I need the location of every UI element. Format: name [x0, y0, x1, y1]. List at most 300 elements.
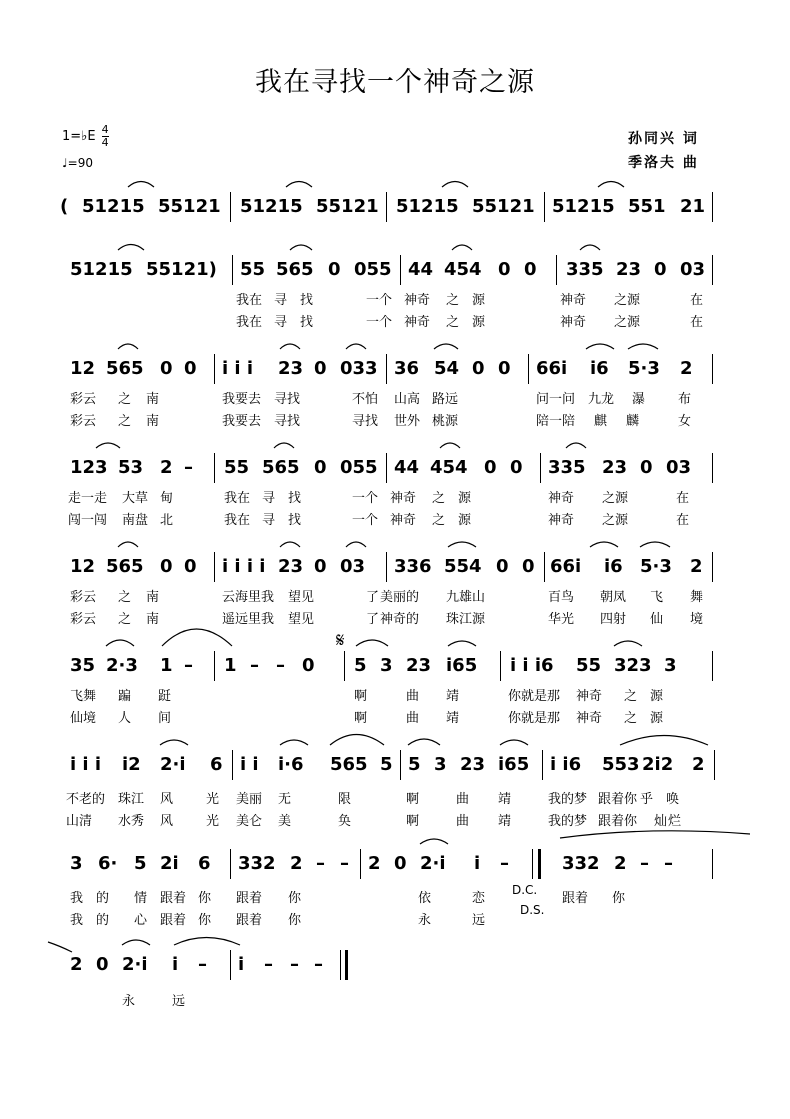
slur [408, 739, 440, 745]
lyric: 我的梦 [548, 814, 588, 829]
lyric: 九雄山 [446, 590, 486, 605]
slur [640, 542, 670, 547]
lyric: 源 [650, 689, 664, 704]
lyric: 一个 [366, 315, 393, 330]
barline [230, 849, 231, 879]
lyric: 神奇 [576, 689, 603, 704]
note-group: 055 [354, 259, 392, 280]
lyric: 间 [158, 711, 172, 726]
slur [440, 443, 460, 448]
note-group: 0 [654, 259, 667, 280]
note-group: – [640, 853, 649, 874]
lyric: 之 [432, 513, 446, 528]
note-group: – [250, 655, 259, 676]
lyric: 寻 [262, 513, 276, 528]
note-group: 35 [70, 655, 96, 676]
lyric: 永 [418, 913, 432, 928]
lyric: 美 [278, 814, 292, 829]
slur [174, 938, 240, 946]
key-signature [62, 124, 109, 149]
slur [118, 245, 144, 251]
note-group: – [290, 954, 299, 975]
note-group: 55 [224, 457, 250, 478]
lyrics-verse-2 [0, 509, 790, 529]
slur [500, 740, 528, 745]
note-group: i6 [604, 556, 623, 577]
lyric: 我要去 [222, 414, 262, 429]
barline [544, 192, 545, 222]
slur [420, 839, 448, 844]
note-group: 2 [160, 457, 173, 478]
slur [590, 542, 618, 547]
note-group: – [184, 457, 193, 478]
lyrics-verse-1 [0, 289, 790, 309]
lyric: 你 [198, 913, 212, 928]
dal-segno-mark: D.S. [520, 903, 545, 917]
lyric: 的 [96, 913, 110, 928]
lyric: 彩云 [70, 414, 97, 429]
note-group: 51215 [552, 196, 615, 217]
lyric: 云海里我 [222, 590, 275, 605]
barline [214, 552, 215, 582]
note-group: 0 [314, 358, 327, 379]
lyric: 源 [458, 513, 472, 528]
lyric: 啊 [406, 814, 420, 829]
note-group: 0 [160, 358, 173, 379]
note-group: 454 [430, 457, 468, 478]
note-group: 51215 [396, 196, 459, 217]
notation-row [0, 849, 790, 883]
lyric: 布 [678, 392, 692, 407]
page-title: 我在寻找一个神奇之源 [255, 67, 535, 98]
lyric: 神奇 [404, 315, 431, 330]
lyric: 女 [678, 414, 692, 429]
lyric: 甸 [160, 491, 174, 506]
note-group: 0 [510, 457, 523, 478]
lyric: 山清 [66, 814, 93, 829]
note-group: 2i [160, 853, 179, 874]
lyric: 之 [118, 392, 132, 407]
slur [346, 542, 366, 547]
lyrics-verse-1 [0, 887, 790, 907]
note-group: i65 [446, 655, 478, 676]
note-group: 2·i [160, 754, 186, 775]
note-group: 23 [278, 358, 304, 379]
note-group: i i i [222, 358, 254, 379]
note-group: 565 [262, 457, 300, 478]
lyric: 曲 [406, 689, 420, 704]
note-group: 3 [70, 853, 83, 874]
lyric: 在 [690, 293, 704, 308]
barline [400, 750, 401, 780]
note-group: 5·3 [640, 556, 672, 577]
lyric: 南 [146, 590, 160, 605]
lyric: 珠江源 [446, 612, 486, 627]
lyric: 之 [118, 612, 132, 627]
lyric: 我在 [224, 491, 251, 506]
note-group: 44 [394, 457, 420, 478]
lyric: 在 [690, 315, 704, 330]
lyric: 一个 [352, 513, 379, 528]
notation-row [0, 354, 790, 388]
lyric: 源 [650, 711, 664, 726]
lyric: 跟着 [562, 891, 589, 906]
note-group: 2·i [122, 954, 148, 975]
lyric: 走一走 [68, 491, 108, 506]
lyric: 望见 [288, 590, 315, 605]
lyric: 找 [300, 293, 314, 308]
notation-row [0, 453, 790, 487]
notation-row [0, 192, 790, 226]
note-group: 55121 [158, 196, 221, 217]
slur [118, 542, 138, 547]
note-group: 565 [276, 259, 314, 280]
slur [448, 641, 476, 646]
note-group: 51215 [70, 259, 133, 280]
lyric: 之 [446, 315, 460, 330]
note-group: 5 [354, 655, 367, 676]
note-group: – [664, 853, 673, 874]
note-group: i [474, 853, 481, 874]
lyric: 我在 [224, 513, 251, 528]
slur [290, 245, 312, 250]
lyric: 寻 [274, 293, 288, 308]
note-group: 2·3 [106, 655, 138, 676]
lyric: 的 [96, 891, 110, 906]
lyric: 了 [366, 612, 380, 627]
lyric: 光 [206, 792, 220, 807]
lyric: 境 [690, 612, 704, 627]
note-group: 0 [484, 457, 497, 478]
slur [330, 735, 384, 746]
slur [96, 443, 120, 448]
lyric: 跟着你 [598, 814, 638, 829]
lyric: 之源 [614, 315, 641, 330]
lyric: 一个 [366, 293, 393, 308]
note-group: 55121) [146, 259, 217, 280]
note-group: 6· [98, 853, 118, 874]
lyric: 我 [70, 891, 84, 906]
lyric: 我在 [236, 315, 263, 330]
lyric: 跟着 [160, 891, 187, 906]
note-group: i2 [122, 754, 141, 775]
lyric: 你 [288, 913, 302, 928]
notation-row [0, 552, 790, 586]
flat-icon: ♭ [81, 129, 88, 144]
lyric: 源 [472, 293, 486, 308]
note-group: 332 [238, 853, 276, 874]
note-group: i·6 [278, 754, 304, 775]
note-group: 21 [680, 196, 706, 217]
barline [714, 750, 715, 780]
notation-row [0, 950, 790, 984]
note-group: 03 [666, 457, 692, 478]
barline [230, 192, 231, 222]
lyric: 曲 [406, 711, 420, 726]
barline [360, 849, 361, 879]
lyrics-verse-2 [0, 707, 790, 727]
lyric: 烂 [668, 814, 682, 829]
lyric: 北 [160, 513, 174, 528]
note-group: 335 [566, 259, 604, 280]
lyric: 靖 [446, 689, 460, 704]
lyric: 曲 [456, 814, 470, 829]
notation-row [0, 255, 790, 289]
segno-icon: 𝄋 [336, 628, 345, 652]
note-group: 0 [184, 556, 197, 577]
lyric: 九龙 [588, 392, 615, 407]
note-group: – [314, 954, 323, 975]
note-group: 0 [472, 358, 485, 379]
note-group: i i [240, 754, 259, 775]
lyric: 我在 [236, 293, 263, 308]
barline [400, 255, 401, 285]
lyric: 人 [118, 711, 132, 726]
lyric: 靖 [498, 814, 512, 829]
lyric: 美丽 [236, 792, 263, 807]
lyric: 山高 [394, 392, 421, 407]
lyric: 问一问 [536, 392, 576, 407]
note-group: 565 [330, 754, 368, 775]
lyric: 啊 [406, 792, 420, 807]
lyric: 桃源 [432, 414, 459, 429]
slur [586, 344, 614, 349]
note-group: 0 [184, 358, 197, 379]
slur [122, 940, 150, 945]
note-group: 5 [380, 754, 393, 775]
lyric: 路远 [432, 392, 459, 407]
slur [598, 182, 624, 188]
note-group: 2 [614, 853, 627, 874]
lyric: 我要去 [222, 392, 262, 407]
note-group: i [172, 954, 179, 975]
lyrics-verse-1 [0, 487, 790, 507]
note-group: 3 [380, 655, 393, 676]
barline [340, 950, 341, 980]
note-group: 336 [394, 556, 432, 577]
barline [712, 192, 713, 222]
barline [712, 651, 713, 681]
note-group: 23 [616, 259, 642, 280]
lyric: 之 [118, 414, 132, 429]
slur [580, 245, 600, 250]
lyric: 在 [676, 491, 690, 506]
lyric: 寻找 [274, 414, 301, 429]
lyric: 无 [278, 792, 292, 807]
lyric: 不怕 [352, 392, 379, 407]
lyric: 啊 [354, 689, 368, 704]
lyric: 光 [206, 814, 220, 829]
lyric: 你就是那 [508, 711, 561, 726]
slur [448, 542, 476, 547]
note-group: 5 [134, 853, 147, 874]
slur [620, 736, 708, 746]
lyric: 啊 [354, 711, 368, 726]
note-group: i i i6 [510, 655, 554, 676]
slur [434, 344, 458, 349]
slur [160, 740, 188, 745]
slur [280, 740, 308, 745]
lyric: 灿 [654, 814, 668, 829]
note-group: 033 [340, 358, 378, 379]
lyric: 你 [198, 891, 212, 906]
note-group: 55 [240, 259, 266, 280]
lyrics-verse-2 [0, 810, 790, 830]
lyric: 源 [458, 491, 472, 506]
lyrics-verse-1 [0, 788, 790, 808]
lyric: 美仑 [236, 814, 263, 829]
lyric: 风 [160, 814, 174, 829]
note-group: – [264, 954, 273, 975]
lyric: 彩云 [70, 612, 97, 627]
lyrics-verse-2 [0, 311, 790, 331]
note-group: 3 [434, 754, 447, 775]
quarter-note-icon: ♩ [62, 156, 68, 170]
da-capo-mark: D.C. [512, 883, 538, 897]
lyric: 源 [472, 315, 486, 330]
note-group: 1 [160, 655, 173, 676]
lyric: 仙 [650, 612, 664, 627]
lyric: 远 [472, 913, 486, 928]
lyric: 我 [70, 913, 84, 928]
lyrics-verse-1 [0, 586, 790, 606]
lyric: 寻 [274, 315, 288, 330]
note-group: 2 [70, 954, 83, 975]
note-group: – [500, 853, 509, 874]
note-group: 03 [680, 259, 706, 280]
note-group: 0 [498, 358, 511, 379]
note-group: i i i i [222, 556, 266, 577]
lyric: 心 [134, 913, 148, 928]
note-group: 2 [690, 556, 703, 577]
note-group: i6 [590, 358, 609, 379]
barline [712, 849, 713, 879]
lyric: 风 [160, 792, 174, 807]
lyric: 寻找 [352, 414, 379, 429]
lyric: 飞舞 [70, 689, 97, 704]
slur [274, 443, 294, 448]
note-group: i [238, 954, 245, 975]
slur [280, 542, 300, 547]
note-group: 12 [70, 358, 96, 379]
note-group: 1 [224, 655, 237, 676]
note-group: 551 [628, 196, 666, 217]
note-group: 44 [408, 259, 434, 280]
lyric: 神奇 [390, 513, 417, 528]
lyric: 限 [338, 792, 352, 807]
lyric: 水秀 [118, 814, 145, 829]
note-group: 5 [408, 754, 421, 775]
lyric: 麒 [594, 414, 608, 429]
note-group: 2 [368, 853, 381, 874]
note-group: 51215 [240, 196, 303, 217]
note-group: i i i [70, 754, 102, 775]
note-group: 23 [278, 556, 304, 577]
note-group: 0 [96, 954, 109, 975]
lyric: 神奇的 [380, 612, 420, 627]
note-group: 323 [614, 655, 652, 676]
barline [542, 750, 543, 780]
notation-row [0, 651, 790, 685]
lyric: 舞 [690, 590, 704, 605]
slur [162, 629, 232, 646]
lyric: 闯一闯 [68, 513, 108, 528]
note-group: 2 [680, 358, 693, 379]
lyric: 找 [288, 491, 302, 506]
lyric: 情 [134, 891, 148, 906]
barline [344, 651, 345, 681]
lyric: 华光 [548, 612, 575, 627]
note-group: 2i2 [642, 754, 674, 775]
lyric: 一个 [352, 491, 379, 506]
lyric: 百鸟 [548, 590, 575, 605]
lyric: 之 [446, 293, 460, 308]
barline [532, 849, 533, 879]
lyric: 麟 [626, 414, 640, 429]
lyric: 之 [118, 590, 132, 605]
lyric: 神奇 [548, 513, 575, 528]
note-group: 565 [106, 556, 144, 577]
note-group: 0 [522, 556, 535, 577]
barline [232, 750, 233, 780]
note-group: 565 [106, 358, 144, 379]
lyric: 之 [432, 491, 446, 506]
lyric: 我的梦 [548, 792, 588, 807]
note-group: ( [60, 196, 69, 217]
lyric: 蹁 [118, 689, 132, 704]
lyric: 神奇 [560, 315, 587, 330]
note-group: 553 [602, 754, 640, 775]
lyric: 南 [146, 612, 160, 627]
note-group: 0 [328, 259, 341, 280]
note-group: 0 [524, 259, 537, 280]
slur [286, 182, 312, 188]
note-group: 0 [314, 457, 327, 478]
slur [128, 182, 154, 188]
lyric: 仙境 [70, 711, 97, 726]
note-group: 12 [70, 556, 96, 577]
note-group: 23 [602, 457, 628, 478]
lyric: 恋 [472, 891, 486, 906]
lyric: 你就是那 [508, 689, 561, 704]
note-group: 2 [290, 853, 303, 874]
double-barline [538, 849, 541, 879]
note-group: 36 [394, 358, 420, 379]
lyric: 了 [366, 590, 380, 605]
note-group: 0 [498, 259, 511, 280]
barline [544, 552, 545, 582]
lyric: 依 [418, 891, 432, 906]
lyric: 曲 [456, 792, 470, 807]
note-group: 53 [118, 457, 144, 478]
time-numerator: 4 [101, 123, 109, 136]
note-group: i65 [498, 754, 530, 775]
lyric: 靖 [446, 711, 460, 726]
lyric: 奂 [338, 814, 352, 829]
composer-credit: 季洛夫 曲 [628, 155, 699, 171]
note-group: 66i [536, 358, 568, 379]
lyric: 珠江 [118, 792, 145, 807]
lyric: 彩云 [70, 590, 97, 605]
note-group: 454 [444, 259, 482, 280]
note-group: – [198, 954, 207, 975]
note-group: 0 [160, 556, 173, 577]
lyric: 之 [624, 711, 638, 726]
lyric: 神奇 [548, 491, 575, 506]
lyric: 飞 [650, 590, 664, 605]
lyric: 之 [624, 689, 638, 704]
slur [356, 640, 388, 646]
